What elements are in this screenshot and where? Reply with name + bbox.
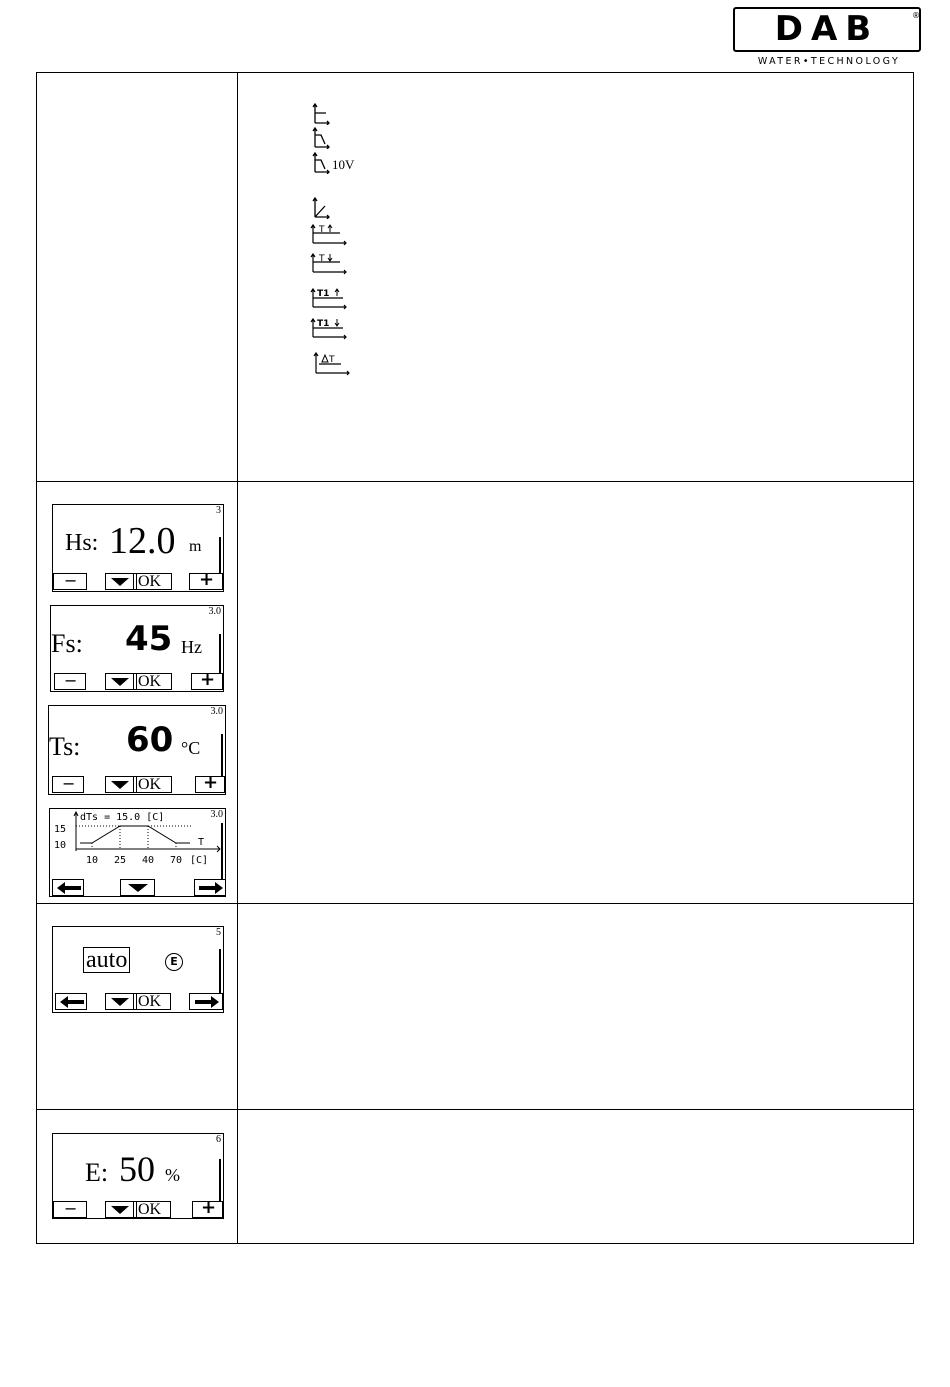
x-tick-label: 70	[170, 855, 183, 866]
hs-label: Hs:	[65, 530, 99, 556]
logo-registered-mark: ®	[912, 11, 920, 20]
t1-rise-icon	[310, 287, 350, 313]
temp-fall-icon	[310, 252, 350, 278]
dab-logo	[733, 7, 923, 69]
scrollbar	[219, 634, 221, 677]
ok-button[interactable]: OK	[105, 776, 172, 793]
economy-badge-icon: E	[165, 953, 183, 971]
fs-value: 45	[125, 619, 173, 659]
minus-button[interactable]: −	[52, 776, 84, 793]
right-arrow-icon	[194, 996, 220, 1008]
constant-pressure-icon	[312, 103, 332, 125]
temp-rise-icon	[310, 223, 350, 249]
hs-unit: m	[189, 538, 202, 555]
dts-chart	[50, 809, 222, 879]
axis-label: T	[198, 837, 205, 848]
lcd-auto-screen	[52, 926, 224, 1013]
hs-value: 12.0	[109, 520, 176, 562]
svg-text:T: T	[319, 225, 325, 235]
ok-button[interactable]: OK	[105, 673, 172, 690]
ok-button[interactable]: OK	[105, 1201, 171, 1218]
svg-text:T: T	[319, 254, 325, 264]
ts-unit: °C	[181, 738, 201, 758]
proportional-pressure-10v-icon	[312, 152, 355, 174]
right-arrow-icon	[198, 882, 224, 894]
x-tick-label: 40	[142, 855, 155, 866]
plus-button[interactable]: +	[195, 776, 225, 793]
x-tick-label: 10	[86, 855, 99, 866]
down-triangle-icon	[127, 883, 149, 893]
minus-button[interactable]: −	[53, 573, 87, 590]
left-arrow-icon	[56, 882, 82, 894]
ts-value: 60	[126, 720, 174, 760]
constant-curve-icon	[312, 197, 332, 219]
svg-text:T: T	[329, 355, 335, 365]
ok-button[interactable]: OK	[105, 573, 172, 590]
column-divider	[237, 73, 238, 1243]
lcd-e-screen	[52, 1133, 224, 1219]
scrollbar	[219, 537, 221, 575]
e-unit: %	[165, 1165, 180, 1185]
row-divider	[37, 1109, 913, 1110]
page-number: 3.0	[210, 706, 223, 717]
settings-table	[36, 72, 914, 1244]
ten-volt-label: 10V	[332, 157, 355, 172]
x-tick-label: 25	[114, 855, 127, 866]
left-arrow-icon	[59, 996, 85, 1008]
svg-text:T1: T1	[317, 319, 330, 329]
minus-button[interactable]: −	[54, 673, 86, 690]
plus-button[interactable]: +	[192, 1201, 223, 1218]
left-arrow-button[interactable]	[52, 879, 84, 896]
t1-fall-icon	[310, 317, 350, 343]
minus-button[interactable]: −	[53, 1201, 87, 1218]
fs-label: Fs:	[51, 629, 83, 658]
scrollbar	[219, 1159, 221, 1201]
delta-t-icon	[313, 351, 353, 379]
row-divider	[37, 481, 913, 482]
logo-tagline: WATER•TECHNOLOGY	[757, 56, 901, 67]
proportional-pressure-icon	[312, 127, 332, 149]
right-arrow-button[interactable]	[194, 879, 226, 896]
auto-mode-value[interactable]: auto	[83, 947, 130, 973]
scrollbar	[221, 734, 223, 778]
page-number: 3.0	[208, 606, 221, 617]
fs-unit: Hz	[181, 637, 202, 657]
series-line	[80, 826, 190, 843]
ok-button[interactable]: OK	[105, 993, 171, 1010]
chart-title: dTs = 15.0 [C]	[80, 812, 165, 823]
logo-brand: DAB	[774, 9, 880, 49]
page-number: 6	[216, 1134, 221, 1145]
svg-text:T1: T1	[317, 289, 330, 299]
x-unit-label: [C]	[190, 855, 209, 866]
scrollbar	[219, 949, 221, 993]
page-number: 5	[216, 927, 221, 938]
lcd-fs-screen	[50, 605, 224, 692]
page-number: 3	[216, 505, 221, 516]
lcd-ts-screen	[48, 705, 226, 795]
e-value: 50	[119, 1149, 155, 1189]
e-label: E:	[85, 1158, 109, 1187]
y-tick-label: 15	[54, 824, 67, 835]
plus-button[interactable]: +	[189, 573, 223, 590]
row-divider	[37, 903, 913, 904]
page-number: 3.0	[210, 809, 223, 820]
lcd-hs-screen	[52, 504, 224, 592]
ts-label: Ts:	[49, 732, 81, 761]
left-arrow-button[interactable]	[55, 993, 87, 1010]
right-arrow-button[interactable]	[189, 993, 223, 1010]
lcd-dts-screen	[49, 808, 226, 897]
y-tick-label: 10	[54, 840, 67, 851]
down-button[interactable]	[120, 879, 155, 896]
plus-button[interactable]: +	[191, 673, 223, 690]
